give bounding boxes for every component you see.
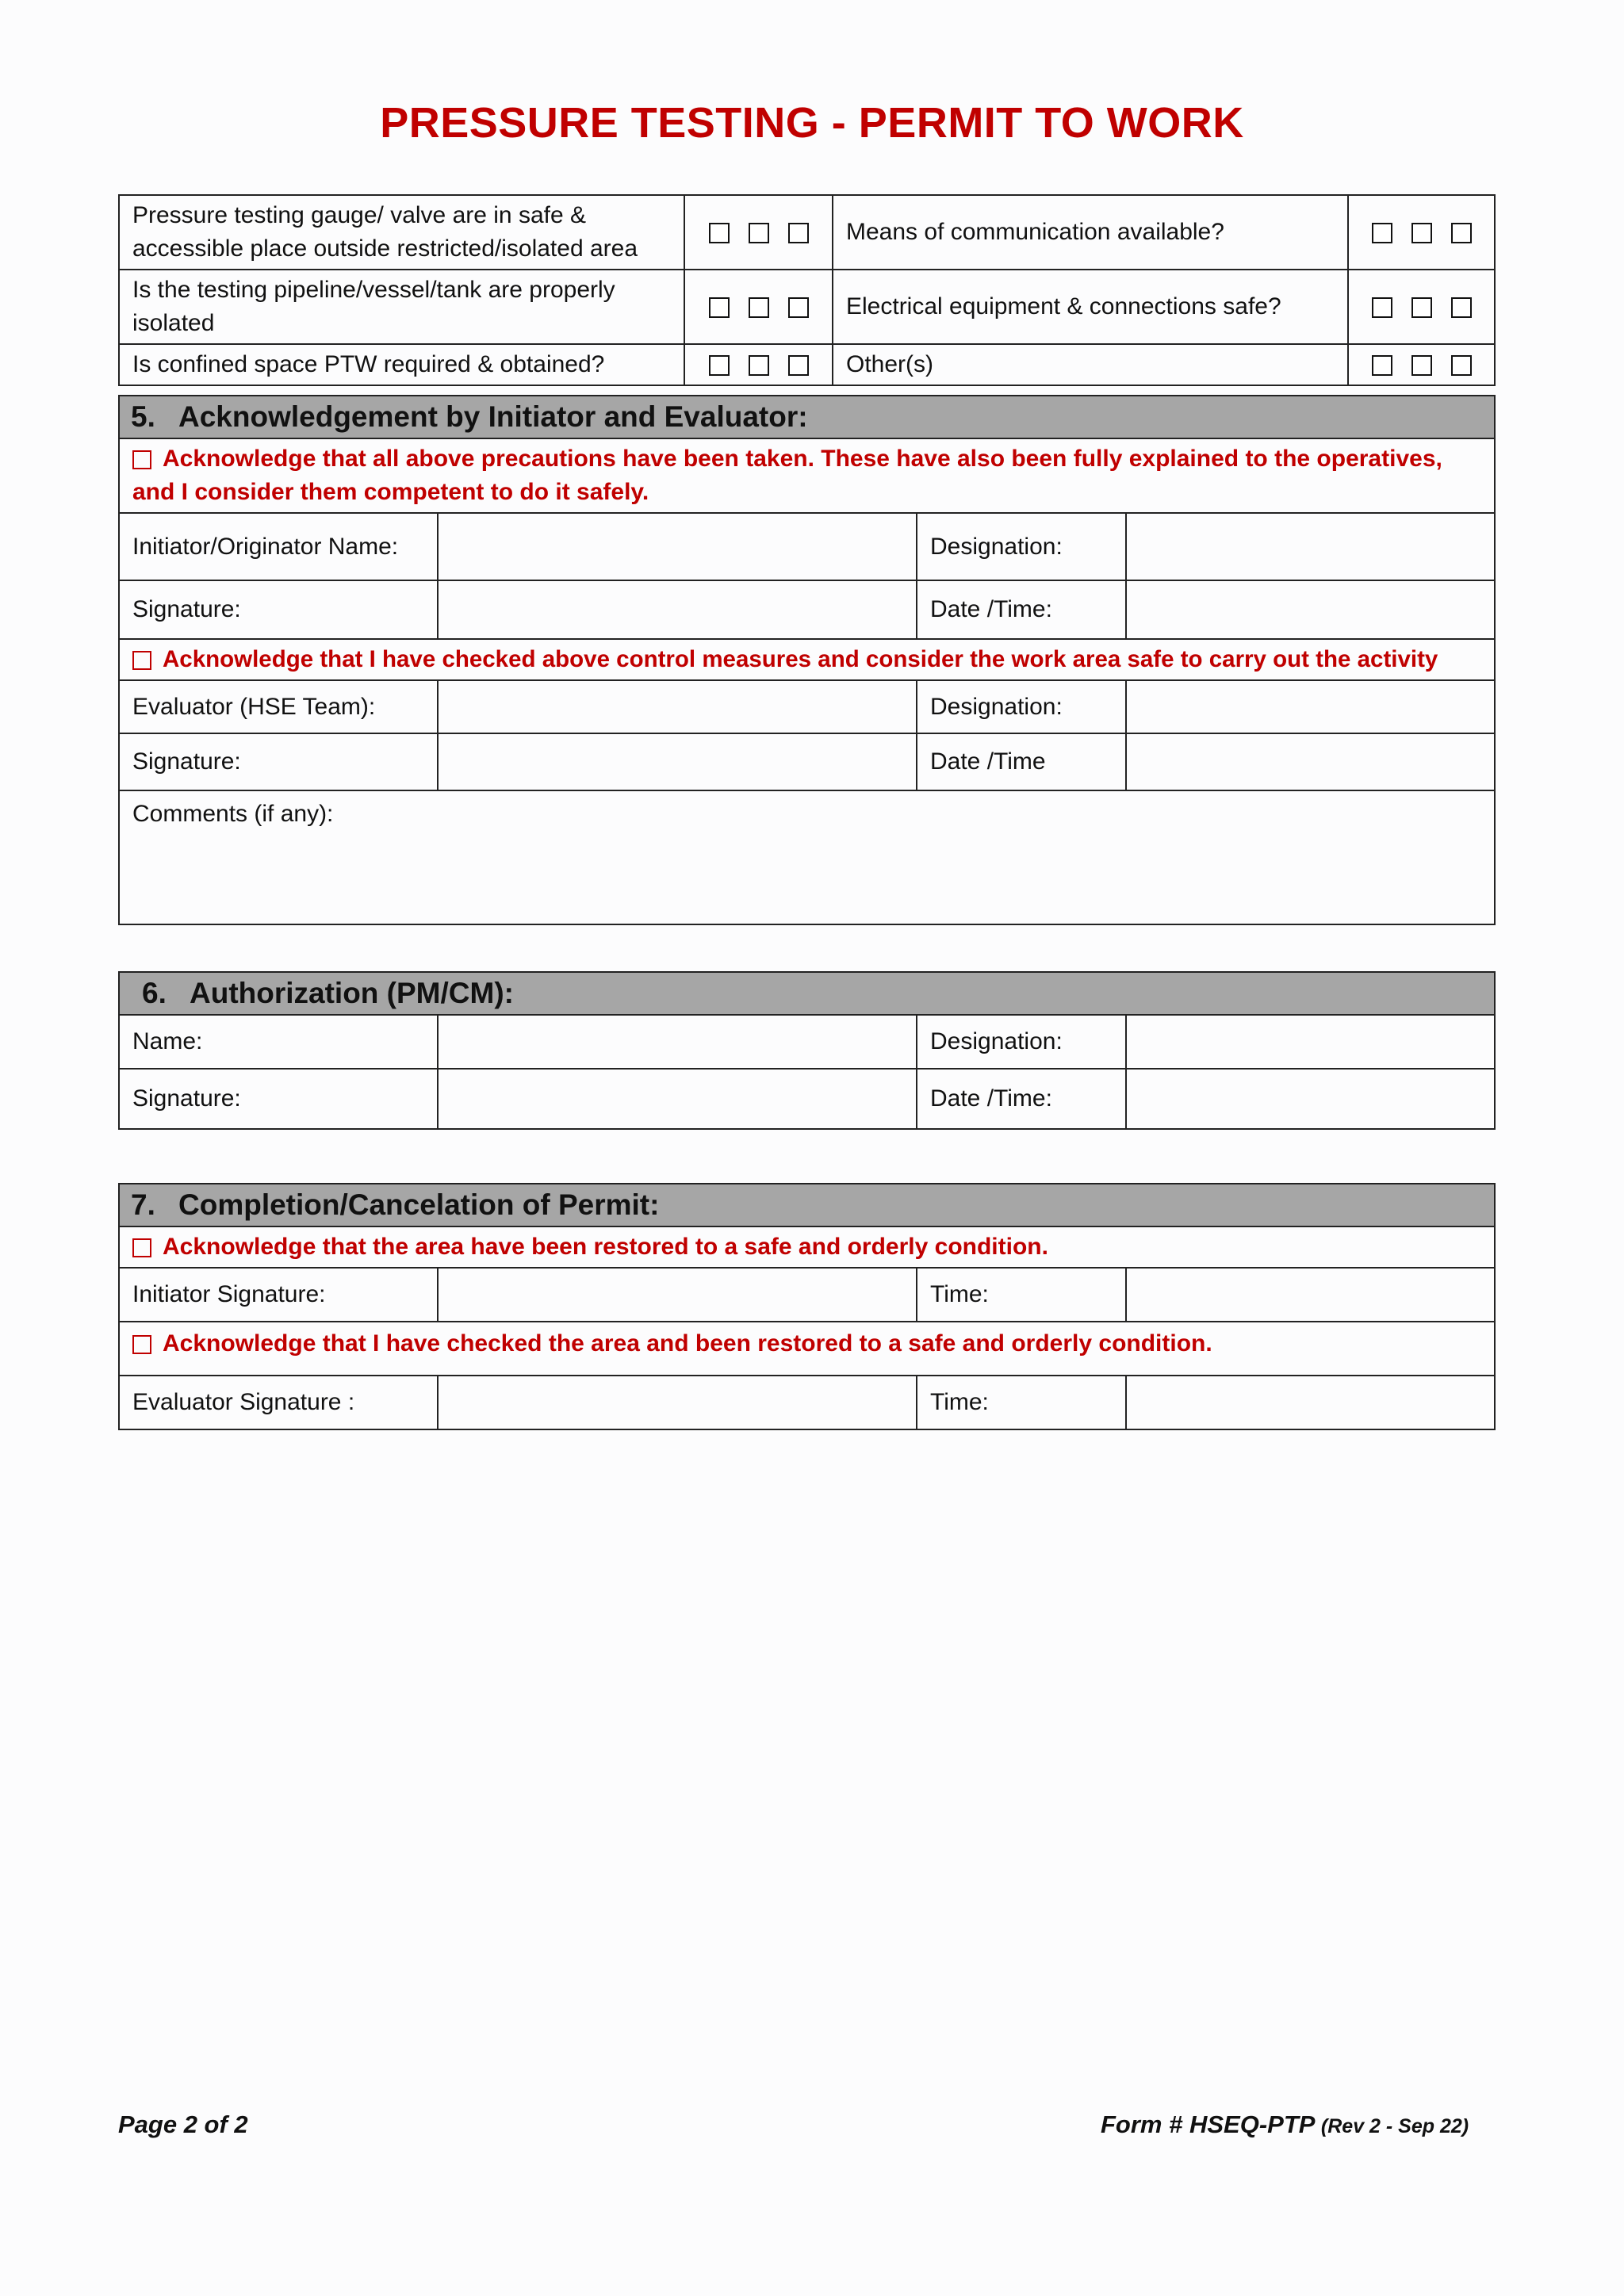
- checklist-checkboxes: [1348, 344, 1495, 385]
- authorizer-name-field[interactable]: [438, 1015, 917, 1069]
- field-label: Date /Time:: [917, 1069, 1126, 1129]
- field-label: Designation:: [917, 680, 1126, 733]
- comments-field[interactable]: [119, 790, 1495, 924]
- checklist-checkboxes: [684, 195, 833, 270]
- table-row: [119, 680, 1495, 733]
- acknowledgement-text: Acknowledge that I have checked the area and been restored to a safe and orderly condition.: [163, 1330, 1212, 1357]
- acknowledgement-text: Acknowledge that all above precautions have been taken. These have also been fully explained to the operatives, and I consider them competent to do it safely.: [132, 446, 1442, 505]
- initiator-name-field[interactable]: [438, 513, 917, 580]
- table-row: [119, 1069, 1495, 1129]
- field-label: Signature:: [119, 1069, 438, 1129]
- checkbox[interactable]: [749, 355, 769, 376]
- checkbox[interactable]: [1411, 355, 1432, 376]
- field-label: Designation:: [917, 1015, 1126, 1069]
- initiator-completion-signature-field[interactable]: [438, 1268, 917, 1322]
- initiator-signature-field[interactable]: [438, 580, 917, 639]
- form-code: Form # HSEQ-PTP: [1101, 2110, 1315, 2138]
- checklist-checkboxes: [1348, 270, 1495, 344]
- section-header: [119, 972, 1495, 1015]
- section-number: 7.: [131, 1188, 155, 1221]
- checklist-question: Is the testing pipeline/vessel/tank are properly isolated: [119, 270, 684, 344]
- checklist-checkboxes: [1348, 195, 1495, 270]
- acknowledgement-text: Acknowledge that the area have been restored to a safe and orderly condition.: [163, 1234, 1048, 1260]
- section-header: [119, 1184, 1495, 1226]
- acknowledgement-text: Acknowledge that I have checked above control measures and consider the work area safe to carry out the activity: [163, 646, 1438, 672]
- page-number: Page 2 of 2: [118, 2110, 248, 2138]
- checklist-checkboxes: [684, 344, 833, 385]
- checkbox[interactable]: [788, 223, 809, 243]
- authorizer-signature-field[interactable]: [438, 1069, 917, 1129]
- section-number: 6.: [142, 977, 167, 1009]
- checklist-checkboxes: [684, 270, 833, 344]
- checkbox[interactable]: [788, 297, 809, 318]
- authorizer-designation-field[interactable]: [1126, 1015, 1495, 1069]
- section-title: Authorization (PM/CM):: [190, 977, 514, 1009]
- section-7-completion: [118, 1183, 1496, 1430]
- table-row: [119, 513, 1495, 580]
- evaluator-signature-field[interactable]: [438, 733, 917, 790]
- precautions-checklist: [118, 194, 1496, 386]
- acknowledgement-row: [119, 438, 1495, 513]
- field-label: Date /Time: [917, 733, 1126, 790]
- field-label: Evaluator (HSE Team):: [119, 680, 438, 733]
- checkbox[interactable]: [709, 355, 730, 376]
- checkbox[interactable]: [1372, 355, 1392, 376]
- section-number: 5.: [131, 400, 155, 433]
- field-label: Evaluator Signature :: [119, 1376, 438, 1429]
- table-row: [119, 1376, 1495, 1429]
- acknowledge-checkbox[interactable]: [132, 450, 151, 469]
- evaluator-completion-time-field[interactable]: [1126, 1376, 1495, 1429]
- checkbox[interactable]: [1372, 223, 1392, 243]
- acknowledgement-row: [119, 639, 1495, 680]
- initiator-designation-field[interactable]: [1126, 513, 1495, 580]
- field-label: Initiator Signature:: [119, 1268, 438, 1322]
- checklist-question: Means of communication available?: [833, 195, 1348, 270]
- initiator-completion-time-field[interactable]: [1126, 1268, 1495, 1322]
- initiator-datetime-field[interactable]: [1126, 580, 1495, 639]
- form-revision: (Rev 2 - Sep 22): [1320, 2115, 1469, 2137]
- checkbox[interactable]: [1411, 297, 1432, 318]
- table-row: [119, 270, 1495, 344]
- table-row: [119, 1268, 1495, 1322]
- checkbox[interactable]: [1372, 297, 1392, 318]
- field-label: Signature:: [119, 580, 438, 639]
- acknowledgement-row: [119, 1322, 1495, 1376]
- authorizer-datetime-field[interactable]: [1126, 1069, 1495, 1129]
- section-5-acknowledgement: [118, 395, 1496, 925]
- section-6-authorization: [118, 971, 1496, 1130]
- checkbox[interactable]: [749, 223, 769, 243]
- form-number: [1101, 2110, 1469, 2139]
- acknowledge-checkbox[interactable]: [132, 1238, 151, 1257]
- field-label: Time:: [917, 1268, 1126, 1322]
- checklist-question: Is confined space PTW required & obtained?: [119, 344, 684, 385]
- field-label: Comments (if any):: [132, 801, 334, 827]
- checklist-question: Pressure testing gauge/ valve are in safe & accessible place outside restricted/isolated area: [119, 195, 684, 270]
- checkbox[interactable]: [709, 297, 730, 318]
- acknowledge-checkbox[interactable]: [132, 1335, 151, 1354]
- evaluator-datetime-field[interactable]: [1126, 733, 1495, 790]
- checklist-question: Other(s): [833, 344, 1348, 385]
- table-row: [119, 1015, 1495, 1069]
- section-title: Completion/Cancelation of Permit:: [178, 1188, 660, 1221]
- checkbox[interactable]: [749, 297, 769, 318]
- evaluator-designation-field[interactable]: [1126, 680, 1495, 733]
- acknowledge-checkbox[interactable]: [132, 651, 151, 670]
- field-label: Time:: [917, 1376, 1126, 1429]
- field-label: Signature:: [119, 733, 438, 790]
- checkbox[interactable]: [709, 223, 730, 243]
- comments-row: [119, 790, 1495, 924]
- table-row: [119, 195, 1495, 270]
- page-title: PRESSURE TESTING - PERMIT TO WORK: [380, 99, 1244, 147]
- table-row: [119, 344, 1495, 385]
- checkbox[interactable]: [788, 355, 809, 376]
- checkbox[interactable]: [1451, 223, 1472, 243]
- field-label: Designation:: [917, 513, 1126, 580]
- checkbox[interactable]: [1411, 223, 1432, 243]
- field-label: Date /Time:: [917, 580, 1126, 639]
- evaluator-name-field[interactable]: [438, 680, 917, 733]
- section-header: [119, 396, 1495, 438]
- field-label: Name:: [119, 1015, 438, 1069]
- table-row: [119, 733, 1495, 790]
- acknowledgement-row: [119, 1226, 1495, 1268]
- checkbox[interactable]: [1451, 355, 1472, 376]
- field-label: Initiator/Originator Name:: [119, 513, 438, 580]
- evaluator-completion-signature-field[interactable]: [438, 1376, 917, 1429]
- table-row: [119, 580, 1495, 639]
- checkbox[interactable]: [1451, 297, 1472, 318]
- checklist-question: Electrical equipment & connections safe?: [833, 270, 1348, 344]
- section-title: Acknowledgement by Initiator and Evaluator:: [178, 400, 808, 433]
